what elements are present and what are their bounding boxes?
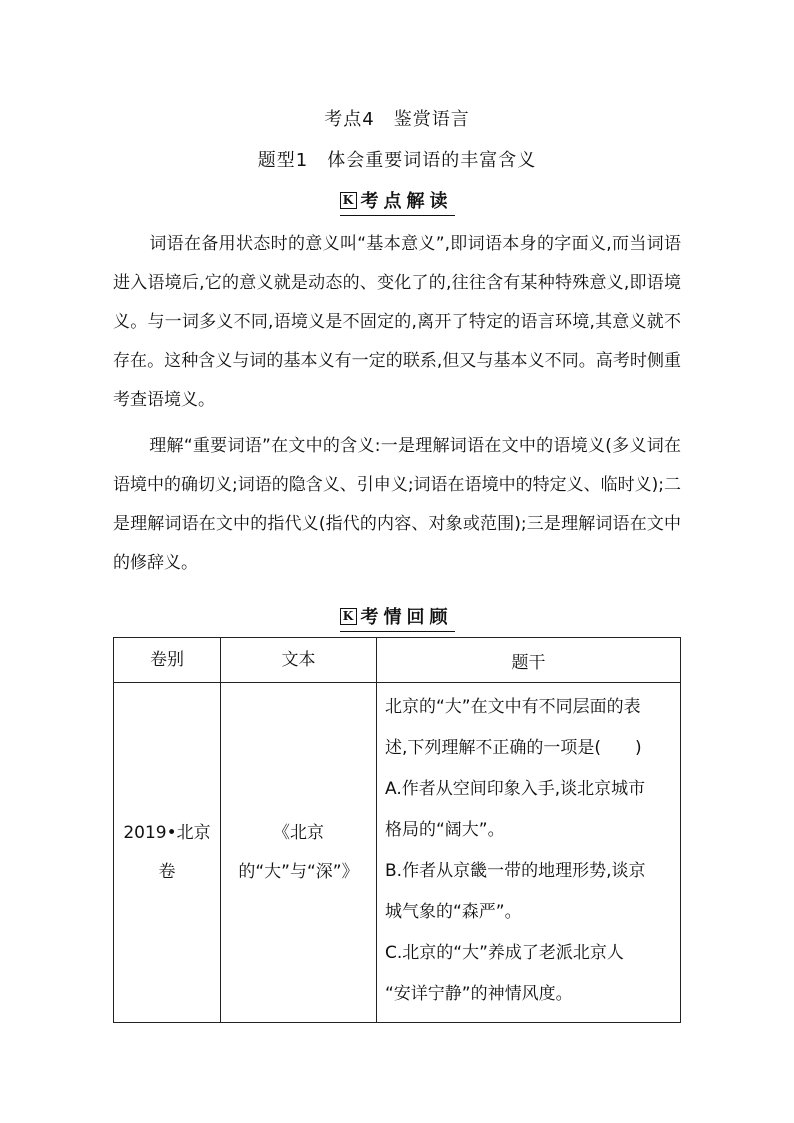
paragraph-basic-meaning [113,225,681,420]
question-line: 述,下列理解不正确的一项是( ) [385,738,642,758]
k-badge-icon: K [340,192,357,209]
subtopic-heading: 题型1 体会重要词语的丰富含义 [257,150,537,171]
option-b-line: B.作者从京畿一带的地理形势,谈京 [385,861,646,881]
cell-paper: 2019•北京卷 [114,683,221,1023]
header-paper: 卷别 [114,638,221,683]
option-b-line: 城气象的“森严”。 [385,902,522,922]
section-title: 考情回顾 [360,607,453,628]
paragraph-text: 词语在备用状态时的意义叫“基本意义”,即词语本身的字面义,而当词语进入语境后,它的意义就是动态的、变化了的,往往含有某种特殊意义,即语境义。与一词多义不同,语境义是不固定的,离开了特定的语言环境,其意义就不存在。这种含义与词的基本义有一定的联系,但又与基本义不同。高考时侧重考查语境义。 [113,234,681,410]
header-question: 题干 [377,638,681,683]
option-c-line: “安详宁静”的神情风度。 [385,984,573,1004]
k-badge-icon: K [340,608,357,625]
option-a-line: A.作者从空间印象入手,谈北京城市 [385,779,646,799]
cell-text: 《北京的“大”与“深”》 [221,683,377,1023]
paragraph-text: 理解“重要词语”在文中的含义:一是理解词语在文中的语境义(多义词在语境中的确切义;词语的隐含义、引申义;词语在语境中的特定义、临时义);二是理解词语在文中的指代义(指代的内容、对象或范围);三是理解词语在文中的修辞义。 [113,436,681,573]
exam-review-table [113,637,681,1023]
cell-question [377,683,681,1023]
section-header-interpretation [0,187,794,216]
table-header-row [114,638,681,683]
section-title: 考点解读 [360,191,453,212]
topic-heading: 考点4 鉴赏语言 [324,109,470,130]
header-text: 文本 [221,638,377,683]
option-a-line: 格局的“阔大”。 [385,820,505,840]
option-c-line: C.北京的“大”养成了老派北京人 [385,943,624,963]
paragraph-understanding [113,427,681,583]
table-row [114,683,681,1023]
section-header-review [0,603,794,632]
question-line: 北京的“大”在文中有不同层面的表 [385,697,641,717]
